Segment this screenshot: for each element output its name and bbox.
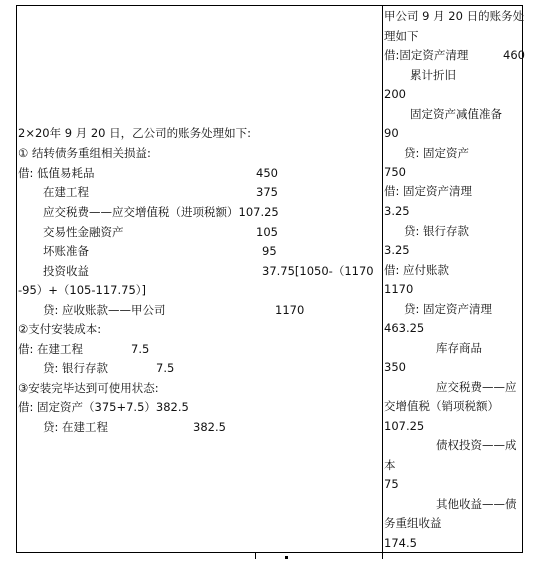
bottom-tick-mark: [255, 553, 256, 559]
right-line: 贷: 固定资产: [404, 146, 470, 160]
left-line: 借: 固定资产（375+7.5）382.5: [18, 400, 189, 414]
right-amount: 90: [384, 126, 399, 140]
right-line: 贷: 固定资产清理: [404, 302, 493, 316]
right-line: 应交税费——应: [436, 380, 517, 394]
right-line: 累计折旧: [410, 68, 456, 82]
right-amount: 3.25: [384, 243, 410, 257]
right-line: 务重组收益: [384, 516, 442, 530]
right-line: 甲公司 9 月 20 日的账务处: [384, 9, 525, 23]
right-line: 本: [384, 458, 396, 472]
right-line: 债权投资——成: [436, 438, 517, 452]
right-amount: 1170: [384, 282, 414, 296]
left-amount: 1170: [275, 303, 305, 317]
right-amount: 200: [384, 87, 406, 101]
left-amount: 450: [256, 166, 278, 180]
column-divider: [382, 5, 383, 553]
left-line: 投资收益: [43, 264, 89, 278]
right-line: 其他收益——债: [436, 497, 517, 511]
left-amount: 95: [262, 244, 277, 258]
left-amount: 375: [256, 185, 278, 199]
left-line: 交易性金融资产: [43, 225, 124, 239]
left-line: 应交税费——应交增值税（进项税额）107.25: [43, 205, 279, 219]
left-line: 在建工程: [43, 185, 89, 199]
left-line: 贷: 应收账款——甲公司: [43, 303, 166, 317]
left-line: 借: 在建工程: [18, 342, 84, 356]
journal-entries-table: [16, 5, 523, 553]
left-line: 贷: 银行存款: [43, 361, 109, 375]
left-line: -95）+（105-117.75）]: [18, 283, 146, 297]
right-line: 固定资产减值准备: [410, 107, 502, 121]
right-line: 借:固定资产清理: [384, 48, 469, 62]
right-line: 借: 固定资产清理: [384, 184, 473, 198]
left-amount: 7.5: [156, 361, 175, 375]
left-line: 坏账准备: [43, 244, 89, 258]
left-line: ③安装完毕达到可使用状态:: [18, 381, 159, 395]
right-amount: 460: [503, 48, 525, 62]
left-amount: 7.5: [131, 342, 150, 356]
right-line: 库存商品: [436, 341, 482, 355]
right-amount: 174.5: [384, 536, 417, 550]
table-right-border: [522, 5, 523, 553]
right-amount: 3.25: [384, 204, 410, 218]
right-amount: 750: [384, 165, 406, 179]
right-amount: 107.25: [384, 419, 425, 433]
left-line: 2×20年 9 月 20 日，乙公司的账务处理如下:: [18, 126, 252, 140]
right-line: 借: 应付账款: [384, 263, 450, 277]
bottom-tick-mark: [285, 556, 288, 559]
bottom-tick-mark: [382, 553, 383, 559]
right-amount: 350: [384, 360, 406, 374]
left-line: ②支付安装成本:: [18, 322, 102, 336]
left-amount: 37.75[1050-（1170: [262, 264, 374, 278]
right-line: 理如下: [384, 29, 419, 43]
right-amount: 463.25: [384, 321, 425, 335]
left-line: ① 结转债务重组相关损益:: [18, 146, 151, 160]
left-amount: 382.5: [193, 420, 226, 434]
right-line: 交增值税（销项税额）: [384, 399, 499, 413]
left-line: 贷: 在建工程: [43, 420, 109, 434]
left-line: 借: 低值易耗品: [18, 166, 95, 180]
right-amount: 75: [384, 477, 399, 491]
left-amount: 105: [256, 225, 278, 239]
right-line: 贷: 银行存款: [404, 224, 470, 238]
